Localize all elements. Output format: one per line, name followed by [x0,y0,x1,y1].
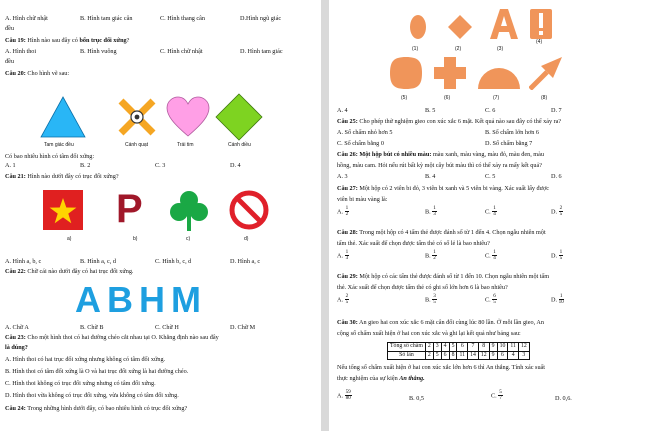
table-cell: 7 [468,343,479,352]
q20-label: Câu 20: [5,70,26,77]
option-prefix: C. [485,208,491,216]
denominator: 2 [433,255,436,262]
table-cell: 14 [468,351,479,360]
exclamation-shape-4 [529,8,553,40]
q19-option-a: A. Hình thoi [5,48,37,55]
semicircle-shape-7 [477,56,521,90]
q19-option-d: D. Hình tam giác [240,48,283,55]
q27-text: Một hộp có 2 viên bi đỏ, 3 viên bi xanh và 5 viên bi vàng. Xác suất lấy được [357,185,549,192]
q20-option-d: D. 4 [230,162,241,169]
numerator: 1 [493,205,496,211]
table-cell: 2 [425,351,433,360]
denominator: 5 [559,211,563,218]
option-prefix: C. [485,296,491,304]
q30-event: An thắng. [399,375,425,382]
q21-option-d: D. Hình a, c [230,258,261,265]
q27-question [337,184,549,194]
denominator: 80 [345,395,351,402]
letters-abhm-figure: ABHM [75,279,207,320]
denominator: 3 [345,255,349,262]
q18-option-d: D.Hình ngũ giác [240,15,282,22]
q19-question [5,36,129,46]
numerator: 5 [499,389,502,395]
fraction [345,250,350,262]
table-cell: 4 [508,351,519,360]
fraction [432,206,437,218]
q26-option-a: A. 3 [337,173,348,180]
caption-fan: Cánh quạt [125,142,149,148]
shape-label-5: (5) [401,95,408,101]
q30-prompt-text: thực nghiệm của sự kiện [337,375,400,382]
q19-option-c: C. Hình chữ nhật [160,48,203,55]
q24-option-d: D. 7 [551,107,562,114]
denominator: 5 [345,299,349,306]
equilateral-triangle-figure [40,96,86,138]
q26-text: màu xanh, màu vàng, màu đỏ, màu đen, màu [431,151,544,158]
fan-blade-figure [116,96,158,138]
denominator: 4 [493,211,496,218]
q29-option-b [425,294,437,306]
denominator: 5 [433,299,436,306]
q24-option-c: C. 6 [485,107,496,114]
arrow-shape-8 [529,56,563,90]
numerator: 2 [345,293,349,299]
q28-option-a [337,250,349,262]
table-cell: Tổng số chấm [388,343,426,352]
q20-option-c: C. 3 [155,162,166,169]
numerator: 1 [345,205,349,211]
shape-label-3: (3) [497,46,504,52]
q23-question-cont: là đúng? [5,344,28,351]
table-cell: 12 [518,343,529,352]
numerator: 1 [433,249,436,255]
q26-question [337,150,544,160]
squircle-shape-5 [389,56,423,90]
q29-question-cont: thẻ. Xác suất để chọn được tấm thẻ có ghi số lớn hơn 6 là bao nhiêu? [337,284,508,291]
q19-text-bold: bốn trục đối xứng [79,37,127,44]
q27-question-cont: viên bi màu vàng là: [337,196,388,203]
q20-text: Cho hình vẽ sau: [25,70,70,77]
q18-option-c: C. Hình thang cân [160,15,206,22]
left-page [0,0,321,431]
numerator: 1 [433,205,436,211]
q19-text-pre: Hình nào sau đây có [25,37,80,44]
letter-p-figure: P [116,187,143,231]
q26-label: Câu 26: [337,151,358,158]
q27-label: Câu 27: [337,185,358,192]
option-prefix: D. [551,208,558,216]
q27-option-b [425,206,437,218]
q28-option-d [551,250,563,262]
q27-option-d [551,206,563,218]
q29-text: Một hộp có các tấm thẻ được đánh số từ 1 đến 10. Chọn ngẫu nhiên một tấm [357,273,550,280]
q30-label: Câu 30: [337,319,358,326]
q23-question [5,333,219,343]
fraction [345,390,352,402]
table-row [388,343,530,352]
q18-option-tail: đều [5,25,14,32]
clover-figure [167,190,211,232]
table-cell: 2 [425,343,433,352]
caption-c: c) [186,236,191,242]
dice-results-table [387,342,530,360]
table-cell: 8 [478,343,489,352]
caption-b: b) [133,236,138,242]
q19-label: Câu 19: [5,37,26,44]
q28-question-cont: tấm thẻ. Xác suất để chọn được tấm thẻ có số lẻ là bao nhiêu? [337,240,490,247]
q19-option-b: B. Hình vuông [80,48,117,55]
q25-option-b: B. Số chấm lớn hơn 6 [485,129,539,136]
q29-label: Câu 29: [337,273,358,280]
q27-option-a [337,206,349,218]
table-cell: 3 [433,343,441,352]
table-cell: 11 [508,343,519,352]
diamond-shape-2 [447,14,473,40]
fraction [492,294,497,306]
q23-text: Cho một hình thoi có hai đường chéo cắt nhau tại O. Khẳng định nào sau đây [25,334,219,341]
q29-option-d [551,294,564,306]
q27-option-c [485,206,497,218]
q28-text: Trong một hộp có 4 tấm thẻ được đánh số từ 1 đến 4. Chọn ngẫu nhiên một [357,229,546,236]
q25-option-c: C. Số chấm bằng 0 [337,140,384,147]
denominator: 10 [558,299,564,306]
fraction [345,206,350,218]
q25-text: Cho phép thử nghiệm gieo con xúc xắc 6 mặt. Kết quả nào sau đây có thể xảy ra? [357,118,562,125]
q19-text-post: ? [126,37,130,44]
q30-condition: Nếu tổng số chấm xuất hiện ở hai con xúc xắc lớn hơn 6 thì An thắng. Tính xác suất [337,364,546,371]
fraction [432,294,437,306]
q30-option-d: D. 0,6. [555,395,572,402]
option-prefix: A. [337,252,344,260]
right-page [329,0,650,431]
q24-question [5,404,187,414]
fraction [559,206,564,218]
fraction [498,390,503,402]
q30-question-cont: cộng số chấm xuất hiện ở hai con xúc xắc và ghi lại kết quả như bảng sau: [337,330,521,337]
shape-label-6: (6) [444,95,451,101]
caption-heart: Trái tim [177,142,194,148]
q25-label: Câu 25: [337,118,358,125]
kite-figure [215,93,263,141]
q20-option-b: B. 2 [80,162,91,169]
numerator: 2 [559,205,563,211]
denominator: 2 [345,211,349,218]
option-prefix: C. [491,392,497,400]
q30-question [337,318,544,328]
option-prefix: D. [551,252,558,260]
numerator: 1 [559,249,563,255]
table-cell: 10 [497,343,508,352]
denominator: 5 [559,255,563,262]
q28-option-b [425,250,437,262]
q21-question [5,172,119,182]
table-cell: 4 [441,343,449,352]
q22-label: Câu 22: [5,268,26,275]
numerator: 1 [345,249,349,255]
q26-option-c: C. 5 [485,173,496,180]
q24-option-a: A. 4 [337,107,348,114]
q25-question [337,117,561,127]
numerator: 59 [345,389,351,395]
option-prefix: D. [551,296,558,304]
denominator: 7 [499,395,502,402]
q22-question [5,267,133,277]
shape-label-1: (1) [412,46,419,52]
q21-option-b: B. Hình a, c, d [80,258,116,265]
q20-option-a: A. 1 [5,162,16,169]
shape-label-7: (7) [493,95,500,101]
table-cell: 3 [518,351,529,360]
option-prefix: A. [337,296,344,304]
caption-kite: Cánh diều [228,142,251,148]
fraction [559,294,564,306]
table-cell: 11 [457,351,468,360]
q24-option-b: B. 5 [425,107,436,114]
table-cell: 9 [489,351,497,360]
fraction [345,294,350,306]
table-cell: 12 [478,351,489,360]
letter-a-shape-3 [489,8,519,40]
q23-option-d: D. Hình thoi vừa không có trục đối xứng, vừa không có tâm đối xứng. [5,392,179,399]
option-prefix: A. [337,208,344,216]
table-row [388,351,530,360]
q23-option-b: B. Hình thoi có tâm đối xứng là O và hai trục đối xứng là hai đường chéo. [5,368,189,375]
q25-option-d: D. Số chấm bằng 7 [485,140,533,147]
q30-option-a [337,390,352,402]
fraction [492,250,497,262]
q26-question-cont: hồng, màu cam. Hỏi nếu rút bất kỳ một cây bút màu thì có thể xảy ra mấy kết quả? [337,162,542,169]
numerator: 1 [559,293,563,299]
oval-shape-1 [409,14,427,40]
table-cell: 6 [457,343,468,352]
q29-option-a [337,294,349,306]
option-prefix: A. [337,392,344,400]
table-cell: 6 [497,351,508,360]
caption-a: a) [67,236,72,242]
q30-prompt [337,374,425,384]
q26-option-b: B. 4 [425,173,436,180]
q22-option-b: B. Chữ B [80,324,104,331]
caption-d: d) [244,236,249,242]
option-prefix: C. [485,252,491,260]
q25-option-a: A. Số chấm nhỏ hơn 5 [337,129,393,136]
caption-triangle: Tam giác đều [44,142,74,148]
shape-label-2: (2) [455,46,462,52]
q19-option-tail: đều [5,58,14,65]
numerator: 1 [493,249,496,255]
numerator: 3 [433,293,436,299]
q23-option-a: A. Hình thoi có hai trục đối xứng nhưng không có tâm đối xứng. [5,356,166,363]
q30-option-b: B. 0,5 [409,395,424,402]
q29-option-c [485,294,497,306]
table-cell: 9 [489,343,497,352]
q24-label: Câu 24: [5,405,26,412]
numerator: 6 [493,293,496,299]
q24-text: Trong những hình dưới đây, có bao nhiêu hình có trục đối xứng? [25,405,188,412]
shape-label-8: (8) [541,95,548,101]
table-cell: 8 [449,351,457,360]
q28-question [337,228,546,238]
q22-option-a: A. Chữ A [5,324,29,331]
option-prefix: B. [425,296,431,304]
q20-question [5,69,69,79]
q30-text: An gieo hai con xúc xắc 6 mặt cân đối cùng lúc 80 lần. Ở mỗi lần gieo, An [357,319,544,326]
fraction [492,206,497,218]
table-cell: Số lần [388,351,426,360]
q21-option-a: A. Hình a, b, c [5,258,42,265]
table-cell: 5 [433,351,441,360]
q23-label: Câu 23: [5,334,26,341]
flag-figure [43,190,83,230]
fraction [432,250,437,262]
denominator: 3 [433,211,436,218]
option-prefix: B. [425,208,431,216]
table-cell: 6 [441,351,449,360]
cross-shape-6 [433,56,467,90]
q28-option-c [485,250,497,262]
table-cell: 5 [449,343,457,352]
shape-label-4: (4) [536,39,543,45]
q29-question [337,272,549,282]
q18-option-b: B. Hình tam giác cân [80,15,133,22]
q21-option-c: C. Hình b, c, d [155,258,192,265]
q30-option-c [491,390,503,402]
no-sign-figure [229,190,269,230]
option-prefix: B. [425,252,431,260]
q20-subquestion: Có bao nhiêu hình có tâm đối xứng: [5,153,95,160]
q21-text: Hình nào dưới đây có trục đối xứng? [25,173,119,180]
denominator: 5 [493,299,496,306]
q28-label: Câu 28: [337,229,358,236]
q22-text: Chữ cái nào dưới đây có hai trục đối xứng. [25,268,134,275]
q22-option-c: C. Chữ H [155,324,179,331]
q22-option-d: D. Chữ M [230,324,256,331]
q26-bold: Một hộp bút có nhiều màu: [357,151,432,158]
q21-label: Câu 21: [5,173,26,180]
denominator: 4 [493,255,496,262]
q26-option-d: D. 6 [551,173,562,180]
heart-figure [166,96,210,138]
q18-option-a: A. Hình chữ nhật [5,15,48,22]
q23-option-c: C. Hình thoi không có trục đối xứng nhưng có tâm đối xứng. [5,380,156,387]
fraction [559,250,564,262]
